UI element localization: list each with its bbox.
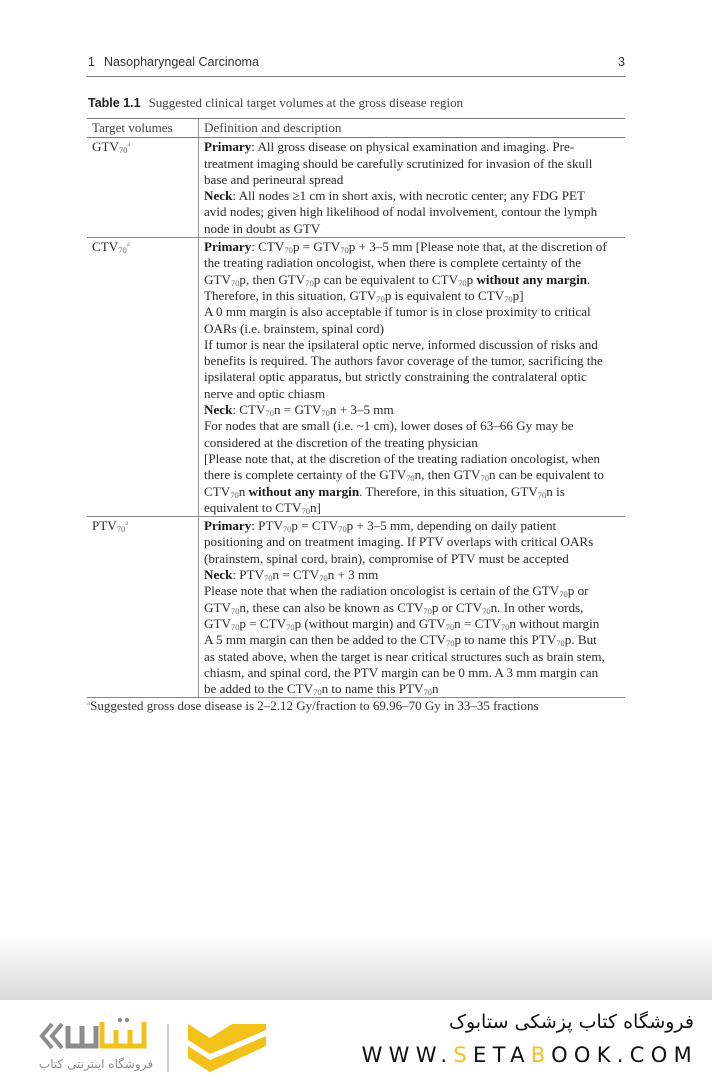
target-volume-cell [87, 517, 199, 698]
store-name: فروشگاه کتاب پزشکی ستابوک [448, 1011, 694, 1033]
text-run: treatment imaging should be carefully scrutinized for invasion of the skull [204, 155, 593, 171]
definition-line [204, 484, 621, 500]
table-row [87, 517, 625, 698]
text-run: p, then GTV [239, 271, 306, 287]
definition-line [204, 435, 621, 451]
text-run: . [587, 271, 591, 287]
dose-subscript: 70 [458, 277, 467, 288]
footnote-reference: a [126, 240, 130, 249]
dose-subscript: 70 [537, 489, 547, 500]
running-head [88, 55, 625, 75]
dose-subscript: 70 [423, 605, 432, 616]
text-run: n. In other words, [490, 599, 584, 615]
text-run: nerve and optic chiasm [204, 385, 326, 401]
dose-subscript: 70 [305, 277, 314, 288]
table-label: Table 1.1 [88, 96, 141, 110]
dose-subscript: 70 [286, 621, 295, 632]
text-run: as stated above, when the target is near critical structures such as brain stem, [204, 648, 605, 664]
dose-subscript: 70 [423, 687, 432, 698]
text-run: OARs (i.e. brainstem, spinal cord) [204, 320, 385, 336]
text-run: GTV [204, 271, 231, 287]
table-row [87, 238, 625, 517]
text-run: n to name this PTV [321, 681, 424, 697]
definition-line [204, 288, 621, 304]
footnote-reference: a [125, 519, 129, 528]
setabook-logo [36, 1016, 276, 1076]
text-run: CTV [204, 483, 231, 499]
text-run: p + 3–5 mm [Please note that, at the discretion of [348, 239, 607, 255]
volume-dose-subscript: 70 [116, 524, 126, 535]
definition-line [204, 534, 621, 550]
bold-term: without any margin [248, 483, 360, 499]
table-header-row [87, 119, 625, 138]
bold-term: Primary [204, 518, 252, 534]
volume-dose-subscript: 70 [118, 145, 128, 156]
text-run: considered at the discretion of the treating physician [204, 434, 478, 450]
footnote-text: Suggested gross dose disease is 2–2.12 Gy/fraction to 69.96–70 Gy in 33–35 fractions [90, 698, 539, 713]
text-run: chiasm, and spinal cord, the PTV margin can be 0 mm. A 3 mm margin can [204, 664, 599, 680]
dose-subscript: 70 [265, 408, 274, 419]
definition-line [204, 551, 621, 567]
definition-line [204, 567, 621, 583]
text-run: n + 3 mm [327, 567, 379, 583]
dose-subscript: 70 [406, 473, 415, 484]
table-caption-text: Suggested clinical target volumes at the gross disease region [148, 95, 464, 110]
definition-line [204, 418, 621, 434]
dose-subscript: 70 [445, 638, 455, 649]
definition-line [204, 255, 621, 271]
definition-cell [199, 138, 626, 238]
text-run: n + 3–5 mm [329, 402, 394, 418]
text-run: n = CTV [272, 567, 320, 583]
text-run: n = CTV [454, 615, 501, 631]
volume-name: CTV [92, 239, 119, 255]
text-run: A 0 mm margin is also acceptable if tumor is in close proximity to critical [204, 304, 591, 320]
dose-subscript: 70 [264, 573, 273, 584]
dose-subscript: 70 [230, 489, 239, 500]
definition-line [204, 665, 621, 681]
text-run: n [431, 681, 439, 697]
definition-line [204, 369, 621, 385]
definition-line [204, 272, 621, 288]
definition-cell [199, 517, 626, 698]
definition-line [204, 518, 621, 534]
text-run: p can be equivalent to CTV [313, 271, 459, 287]
dose-subscript: 70 [301, 505, 310, 516]
text-run: be added to the CTV [204, 681, 314, 697]
url-part: OOK.COM [551, 1043, 698, 1067]
text-run: p or CTV [431, 599, 483, 615]
text-run: n can be equivalent to [488, 467, 604, 483]
dose-subscript: 70 [482, 605, 491, 616]
text-run: p or [567, 583, 589, 599]
text-run: : CTV [232, 402, 266, 418]
text-run: the treating radiation oncologist, when there is complete certainty of the [204, 255, 582, 271]
text-run: : All gross disease on physical examination and imaging. Pre- [251, 139, 575, 155]
dose-subscript: 70 [445, 621, 455, 632]
definition-line [204, 600, 621, 616]
definition-line [204, 402, 621, 418]
definition-line [204, 188, 621, 204]
text-run: p = GTV [292, 239, 341, 255]
text-run: node in doubt as GTV [204, 220, 321, 236]
url-part: WWW. [361, 1043, 454, 1067]
text-run: GTV [204, 615, 231, 631]
volume-name: PTV [92, 518, 117, 534]
text-run: p [466, 271, 477, 287]
definition-line [204, 353, 621, 369]
definition-line [204, 583, 621, 599]
chapter-number: 1 [88, 55, 95, 69]
text-run: there is complete certainty of the GTV [204, 467, 407, 483]
page-number: 3 [618, 55, 625, 69]
double-chevron-icon [42, 1024, 62, 1048]
text-run: Therefore, in this situation, GTV [204, 287, 377, 303]
text-run: : CTV [251, 239, 285, 255]
dose-subscript: 70 [559, 589, 568, 600]
text-run: equivalent to CTV [204, 499, 302, 515]
text-run: . Therefore, in this situation, GTV [359, 483, 538, 499]
text-run: (brainstem, spinal cord, brain), compromise of PTV must be accepted [204, 550, 569, 566]
definition-line [204, 221, 621, 237]
text-run: A 5 mm margin can then be added to the CTV [204, 632, 446, 648]
footnote-mark: a [87, 699, 91, 707]
text-run: n = GTV [273, 402, 322, 418]
text-run: [Please note that, at the discretion of the treating radiation oncologist, when [204, 450, 600, 466]
text-run: p. But [564, 632, 597, 648]
url-accent-letter: B [530, 1043, 552, 1067]
dose-subscript: 70 [230, 605, 240, 616]
column-header-target-volumes: Target volumes [87, 119, 199, 138]
definition-line [204, 500, 621, 516]
definition-line [204, 649, 621, 665]
page-shadow [0, 935, 712, 1000]
bold-term: Neck [204, 402, 233, 418]
bold-term: Primary [204, 139, 252, 155]
definition-line [204, 337, 621, 353]
text-run: p (without margin) and GTV [294, 615, 446, 631]
dose-subscript: 70 [338, 524, 347, 535]
target-volumes-table [87, 118, 625, 698]
wordmark-gray [68, 1026, 96, 1046]
dose-subscript: 70 [500, 621, 510, 632]
store-url[interactable] [362, 1043, 698, 1067]
text-run: For nodes that are small (i.e. ~1 cm), lower doses of 63–66 Gy may be [204, 418, 574, 434]
dose-subscript: 70 [480, 473, 489, 484]
bold-term: without any margin [476, 271, 588, 287]
text-run: If tumor is near the ipsilateral optic nerve, informed discussion of risks and [204, 336, 598, 352]
dose-subscript: 70 [319, 573, 328, 584]
text-run: p is equivalent to CTV [384, 287, 505, 303]
text-run: positioning and on treatment imaging. If PTV overlaps with critical OARs [204, 534, 594, 550]
text-run: ipsilateral optic apparatus, but strictly constraining the contralateral optic [204, 369, 587, 385]
definition-line [204, 616, 621, 632]
definition-line [204, 386, 621, 402]
text-run: n is [546, 483, 565, 499]
wordmark-yellow [102, 1022, 144, 1046]
bold-term: Primary [204, 239, 252, 255]
table-footnote [87, 698, 539, 714]
chapter-title: Nasopharyngeal Carcinoma [103, 55, 259, 69]
column-header-definition: Definition and description [199, 119, 626, 138]
definition-line [204, 172, 621, 188]
text-run: n, these can also be known as CTV [239, 599, 424, 615]
text-run: n [238, 483, 249, 499]
text-run: GTV [204, 599, 231, 615]
volume-name: GTV [92, 139, 119, 155]
text-run: base and perineural spread [204, 171, 344, 187]
chevron-emblem-icon [188, 1024, 266, 1072]
text-run: p = CTV [291, 518, 339, 534]
dose-subscript: 70 [313, 687, 322, 698]
definition-line [204, 239, 621, 255]
volume-dose-subscript: 70 [118, 245, 127, 256]
target-volume-cell [87, 138, 199, 238]
text-run: p] [512, 287, 524, 303]
definition-line [204, 321, 621, 337]
dose-subscript: 70 [230, 277, 240, 288]
footnote-reference: a [127, 140, 131, 149]
chapter-heading [88, 55, 259, 69]
definition-line [204, 139, 621, 155]
text-run: n without margin [509, 615, 600, 631]
dose-subscript: 70 [282, 524, 292, 535]
dose-subscript: 70 [504, 293, 513, 304]
text-run: : PTV [251, 518, 283, 534]
text-run: : PTV [232, 567, 265, 583]
table-row [87, 138, 625, 238]
definition-line [204, 632, 621, 648]
dose-subscript: 70 [340, 245, 349, 256]
text-run: benefits is required. The authors favor coverage of the tumor, sacrificing the [204, 353, 603, 369]
dose-subscript: 70 [321, 408, 330, 419]
dose-subscript: 70 [284, 245, 293, 256]
logo-tagline: فروشگاه اینترنتی کتاب [38, 1057, 154, 1071]
bold-term: Neck [204, 567, 233, 583]
text-run: n, then GTV [414, 467, 481, 483]
text-run: : All nodes ≥1 cm in short axis, with necrotic center; any FDG PET [232, 188, 586, 204]
url-accent-letter: S [453, 1043, 473, 1067]
store-banner [0, 1000, 712, 1079]
text-run: p = CTV [239, 615, 287, 631]
dose-subscript: 70 [230, 621, 240, 632]
table-caption [88, 95, 463, 111]
text-run: p + 3–5 mm, depending on daily patient [346, 518, 557, 534]
header-rule [87, 76, 625, 77]
bold-term: Neck [204, 188, 233, 204]
text-run: p to name this PTV [454, 632, 557, 648]
definition-line [204, 451, 621, 467]
text-run: avid nodes; given high likelihood of nodal involvement, contour the lymph [204, 204, 598, 220]
text-run: Please note that when the radiation oncologist is certain of the GTV [204, 583, 560, 599]
text-run: n] [309, 499, 321, 515]
target-volume-cell [87, 238, 199, 517]
definition-line [204, 156, 621, 172]
definition-line [204, 681, 621, 697]
definition-line [204, 467, 621, 483]
definition-cell [199, 238, 626, 517]
definition-line [204, 304, 621, 320]
definition-line [204, 204, 621, 220]
url-part: ETA [473, 1043, 531, 1067]
dose-subscript: 70 [556, 638, 565, 649]
dose-subscript: 70 [376, 293, 385, 304]
